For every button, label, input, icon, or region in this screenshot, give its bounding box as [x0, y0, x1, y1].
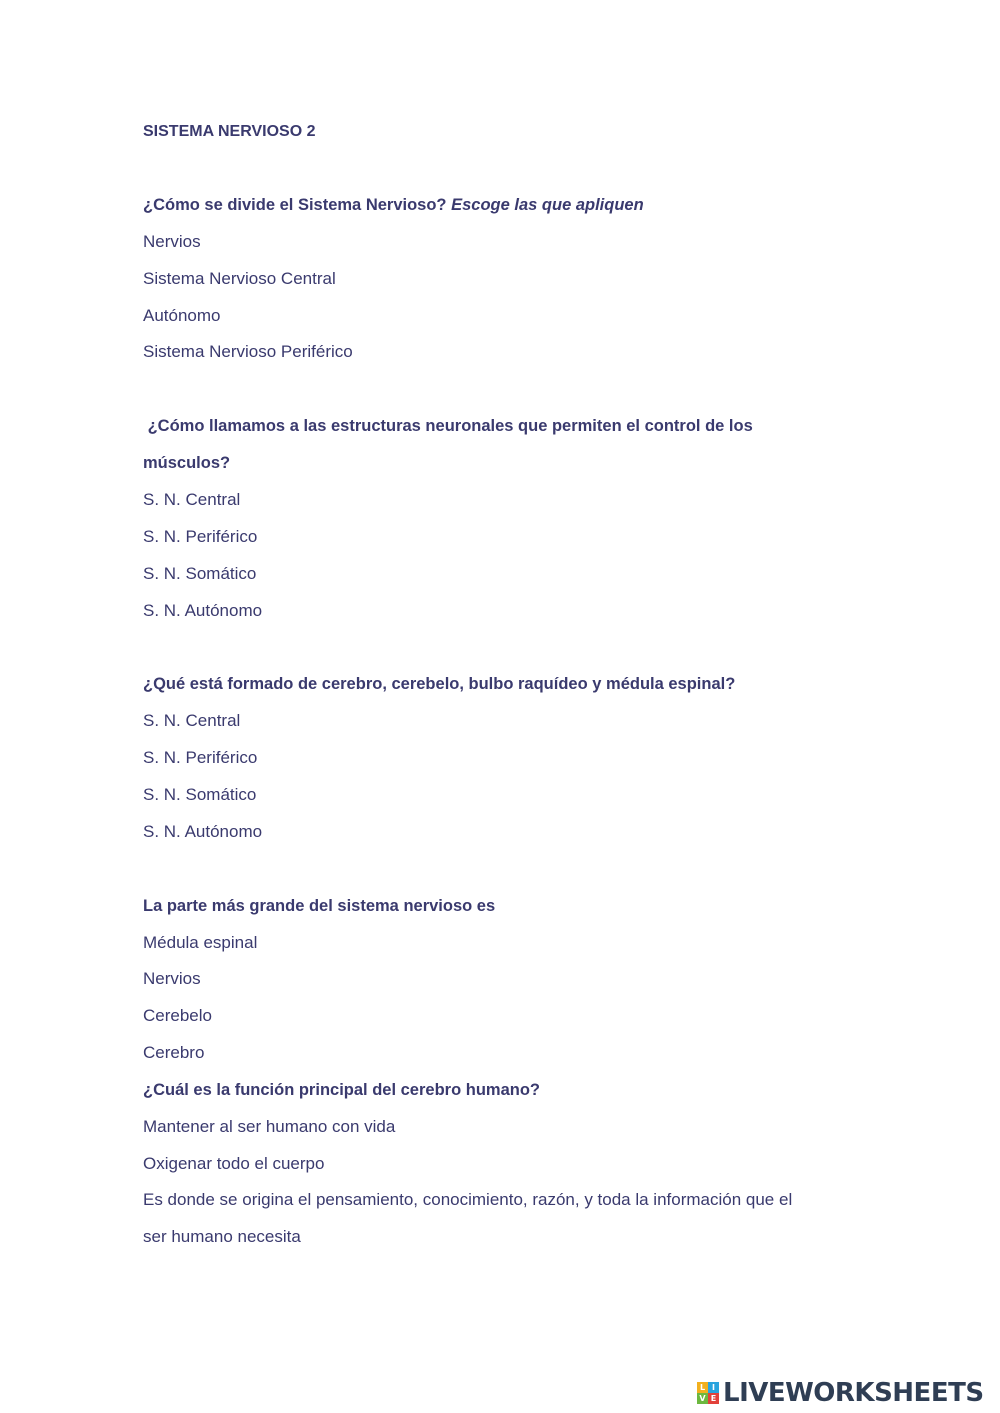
- question-1-text: ¿Cómo se divide el Sistema Nervioso?: [143, 196, 447, 214]
- question-1-option-3[interactable]: Autónomo: [143, 305, 221, 325]
- question-2-option-3[interactable]: S. N. Somático: [143, 563, 257, 583]
- question-1: [143, 187, 858, 224]
- question-1-option-1[interactable]: Nervios: [143, 232, 201, 251]
- question-2-line-1: ¿Cómo llamamos a las estructuras neuronales que permiten el control de los: [143, 417, 753, 436]
- question-3-option-4[interactable]: S. N. Autónomo: [143, 821, 263, 841]
- question-4-option-3[interactable]: Cerebelo: [143, 1006, 212, 1026]
- question-4: La parte más grande del sistema nervioso es: [143, 896, 496, 915]
- question-2-option-1[interactable]: S. N. Central: [143, 490, 241, 510]
- question-4-option-1[interactable]: Médula espinal: [143, 932, 258, 952]
- liveworksheets-logo: [697, 1378, 984, 1408]
- page-title: SISTEMA NERVIOSO 2: [143, 123, 316, 140]
- logo-icon-letter-e: E: [708, 1393, 719, 1404]
- question-1-option-4[interactable]: Sistema Nervioso Periférico: [143, 342, 353, 362]
- question-5-option-2[interactable]: Oxigenar todo el cuerpo: [143, 1153, 325, 1173]
- logo-text: LIVEWORKSHEETS: [723, 1378, 984, 1408]
- question-2-option-2[interactable]: S. N. Periférico: [143, 526, 258, 546]
- question-3-option-2[interactable]: S. N. Periférico: [143, 748, 258, 768]
- question-5-option-1[interactable]: Mantener al ser humano con vida: [143, 1116, 396, 1136]
- logo-icon-letter-i: I: [708, 1382, 719, 1393]
- question-2-line-2: músculos?: [143, 454, 231, 473]
- question-3: ¿Qué está formado de cerebro, cerebelo, bulbo raquídeo y médula espinal?: [143, 675, 736, 694]
- worksheet-content: [143, 113, 858, 1256]
- question-4-option-2[interactable]: Nervios: [143, 969, 201, 989]
- logo-icon-letter-v: V: [697, 1393, 708, 1404]
- question-3-option-3[interactable]: S. N. Somático: [143, 784, 257, 804]
- question-3-option-1[interactable]: S. N. Central: [143, 711, 241, 731]
- question-5-option-3-line-1[interactable]: Es donde se origina el pensamiento, conocimiento, razón, y toda la información que el: [143, 1190, 793, 1210]
- question-1-hint: Escoge las que apliquen: [451, 196, 644, 214]
- liveworksheets-logo-icon: [697, 1382, 719, 1404]
- question-4-option-4[interactable]: Cerebro: [143, 1042, 205, 1062]
- logo-icon-letter-l: L: [697, 1382, 708, 1393]
- question-5-option-3-line-2[interactable]: ser humano necesita: [143, 1227, 301, 1247]
- question-2-option-4[interactable]: S. N. Autónomo: [143, 600, 263, 620]
- question-5: ¿Cuál es la función principal del cerebro humano?: [143, 1080, 540, 1099]
- question-1-option-2[interactable]: Sistema Nervioso Central: [143, 268, 336, 288]
